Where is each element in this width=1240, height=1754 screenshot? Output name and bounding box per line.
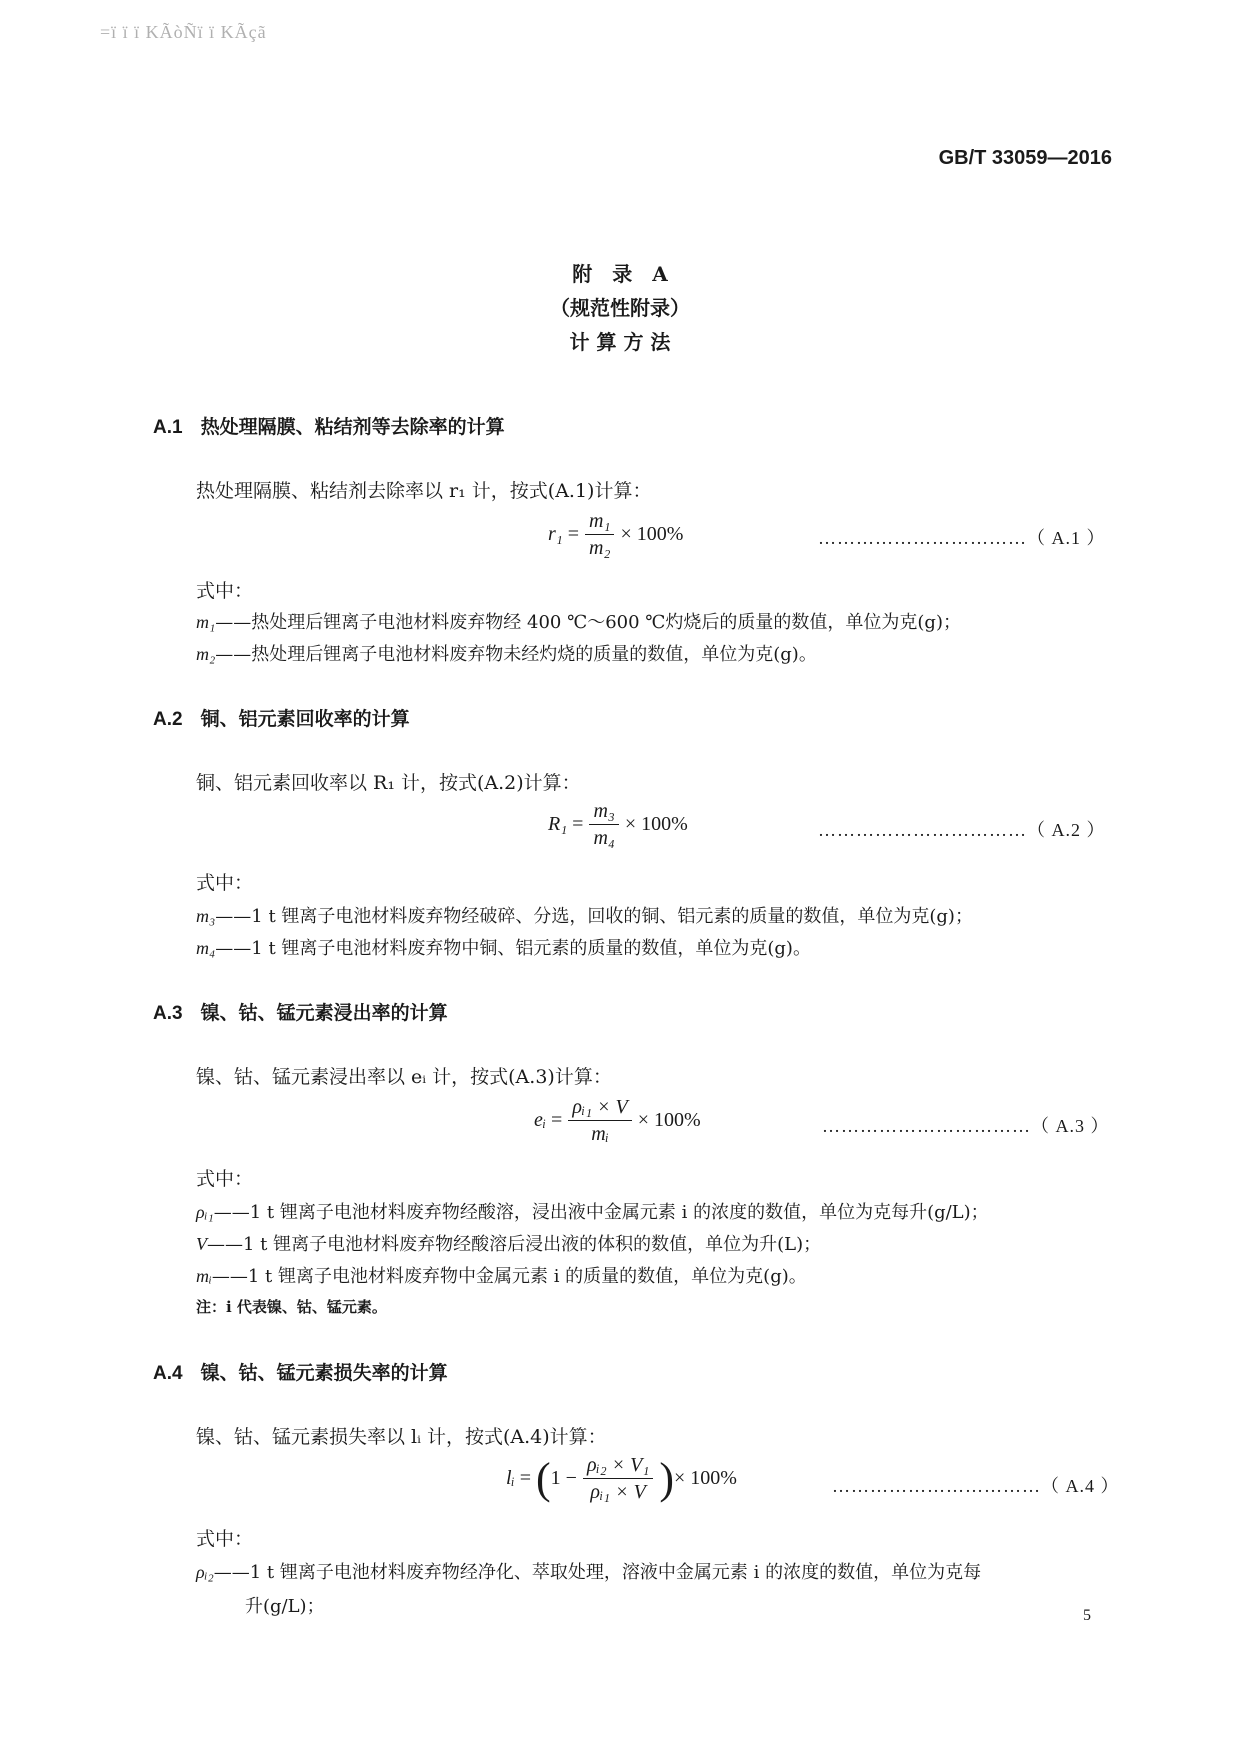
equation-number: ……………………………（ A.1 ） — [818, 528, 1106, 548]
definition-line — [196, 934, 811, 960]
definition-symbol: m₂ — [196, 644, 216, 664]
watermark-text: =ï ï ï KÃòÑï ï KÃçã — [100, 22, 267, 42]
eq-lhs: lᵢ — [506, 1467, 515, 1489]
definition-line — [196, 902, 973, 928]
note-text: 注：i 代表镍、钴、锰元素。 — [196, 1298, 387, 1316]
section-a1-intro: 热处理隔膜、粘结剂去除率以 r₁ 计，按式(A.1)计算： — [196, 480, 652, 502]
definition-symbol: ρᵢ₁ — [196, 1202, 214, 1222]
definition-text: ——1 t 锂离子电池材料废弃物经净化、萃取处理，溶液中金属元素 i 的浓度的数值，单位为克每 — [213, 1562, 982, 1583]
definition-text: ——1 t 锂离子电池材料废弃物经酸溶，浸出液中金属元素 i 的浓度的数值，单位为克每升(g/L)； — [213, 1202, 989, 1223]
definition-continuation: 升(g/L)； — [245, 1596, 325, 1617]
eq-numerator: ρᵢ₂ × V₁ — [583, 1454, 653, 1479]
definition-text: ——1 t 锂离子电池材料废弃物经破碎、分选，回收的铜、铝元素的质量的数值，单位为克(g)； — [215, 906, 973, 927]
equation-a1: r₁ = $\frac{\text{m₁}}{\text{m₂}}$ × 100% — [548, 510, 684, 559]
annex-type: （规范性附录） — [550, 296, 690, 320]
eq-tail: × 100% — [674, 1467, 737, 1489]
section-a2-intro: 铜、铝元素回收率以 R₁ 计，按式(A.2)计算： — [196, 772, 581, 794]
definition-line — [196, 1230, 821, 1256]
where-label: 式中： — [196, 1528, 254, 1550]
section-a3-heading — [153, 998, 448, 1025]
section-number: A.4 — [153, 1363, 183, 1384]
right-paren: ) — [659, 1453, 674, 1503]
definition-text: ——1 t 锂离子电池材料废弃物中铜、铝元素的质量的数值，单位为克(g)。 — [215, 938, 811, 959]
equation-number: ……………………………（ A.4 ） — [832, 1476, 1120, 1496]
standard-number: GB/T 33059—2016 — [938, 147, 1112, 169]
equation-a4: lᵢ = ( 1 − $\frac{\text{ρᵢ₂ × V₁}}{\text{ρᵢ₁ × V}}$ ) × 100% — [506, 1453, 737, 1503]
eq-fraction — [568, 1096, 631, 1145]
section-number: A.2 — [153, 709, 183, 730]
section-a4-heading — [153, 1358, 448, 1385]
definition-text: ——1 t 锂离子电池材料废弃物经酸溶后浸出液的体积的数值，单位为升(L)； — [207, 1234, 822, 1255]
eq-tail: × 100% — [624, 813, 688, 835]
definition-text: ——热处理后锂离子电池材料废弃物未经灼烧的质量的数值，单位为克(g)。 — [215, 644, 817, 665]
equation-a2: R₁ = $\frac{\text{m₃}}{\text{m₄}}$ × 100% — [548, 800, 688, 849]
definition-symbol: V — [196, 1234, 207, 1254]
eq-tail: × 100% — [637, 1109, 701, 1131]
eq-numerator: ρᵢ₁ × V — [568, 1096, 631, 1121]
page-number: 5 — [1083, 1607, 1091, 1624]
definition-symbol: m₁ — [196, 612, 216, 632]
eq-fraction — [589, 800, 618, 849]
annex-name: 计 算 方 法 — [569, 330, 671, 354]
definition-symbol: m₃ — [196, 906, 216, 926]
definition-line — [196, 1262, 807, 1288]
left-paren: ( — [536, 1453, 551, 1503]
section-a4-intro: 镍、钴、锰元素损失率以 lᵢ 计，按式(A.4)计算： — [196, 1426, 607, 1448]
eq-fraction — [583, 1454, 653, 1503]
section-title: 镍、钴、锰元素损失率的计算 — [200, 1362, 448, 1384]
section-a3-intro: 镍、钴、锰元素浸出率以 eᵢ 计，按式(A.3)计算： — [196, 1066, 612, 1088]
where-label: 式中： — [196, 1168, 254, 1190]
eq-lhs: eᵢ — [534, 1109, 547, 1131]
annex-title: 附 录 A — [572, 262, 668, 286]
definition-line — [196, 608, 961, 634]
equation-a3: eᵢ = $\frac{\text{ρᵢ₁ × V}}{\text{mᵢ}}$ × 100% — [534, 1096, 701, 1145]
equation-number: ……………………………（ A.2 ） — [818, 820, 1106, 840]
section-a2-heading — [153, 704, 410, 731]
definition-symbol: ρᵢ₂ — [196, 1562, 214, 1582]
definition-line — [196, 640, 817, 666]
definition-symbol: m₄ — [196, 938, 216, 958]
eq-lhs: R₁ — [548, 813, 568, 835]
definition-symbol: mᵢ — [196, 1266, 212, 1286]
equation-number: ……………………………（ A.3 ） — [822, 1116, 1110, 1136]
section-title: 铜、铝元素回收率的计算 — [200, 708, 410, 730]
eq-denominator: m₂ — [589, 537, 611, 559]
definition-text: ——热处理后锂离子电池材料废弃物经 400 ℃～600 ℃灼烧后的质量的数值，单位为克(g)； — [215, 612, 961, 633]
section-number: A.3 — [153, 1003, 183, 1024]
definition-text: ——1 t 锂离子电池材料废弃物中金属元素 i 的质量的数值，单位为克(g)。 — [211, 1266, 807, 1287]
eq-denominator: mᵢ — [591, 1123, 609, 1145]
eq-tail: × 100% — [620, 523, 684, 545]
section-title: 热处理隔膜、粘结剂等去除率的计算 — [200, 416, 505, 438]
eq-denominator: m₄ — [593, 827, 615, 849]
eq-numerator: m₃ — [589, 800, 618, 825]
where-label: 式中： — [196, 872, 254, 894]
definition-line — [196, 1198, 989, 1224]
eq-numerator: m₁ — [585, 510, 614, 535]
eq-fraction — [585, 510, 614, 559]
section-a1-heading — [153, 412, 505, 439]
eq-denominator: ρᵢ₁ × V — [590, 1481, 646, 1503]
eq-one-minus: 1 − — [550, 1467, 577, 1489]
eq-lhs: r₁ — [548, 523, 563, 545]
where-label: 式中： — [196, 580, 254, 602]
definition-line — [196, 1558, 981, 1584]
section-number: A.1 — [153, 417, 183, 438]
section-title: 镍、钴、锰元素浸出率的计算 — [200, 1002, 448, 1024]
